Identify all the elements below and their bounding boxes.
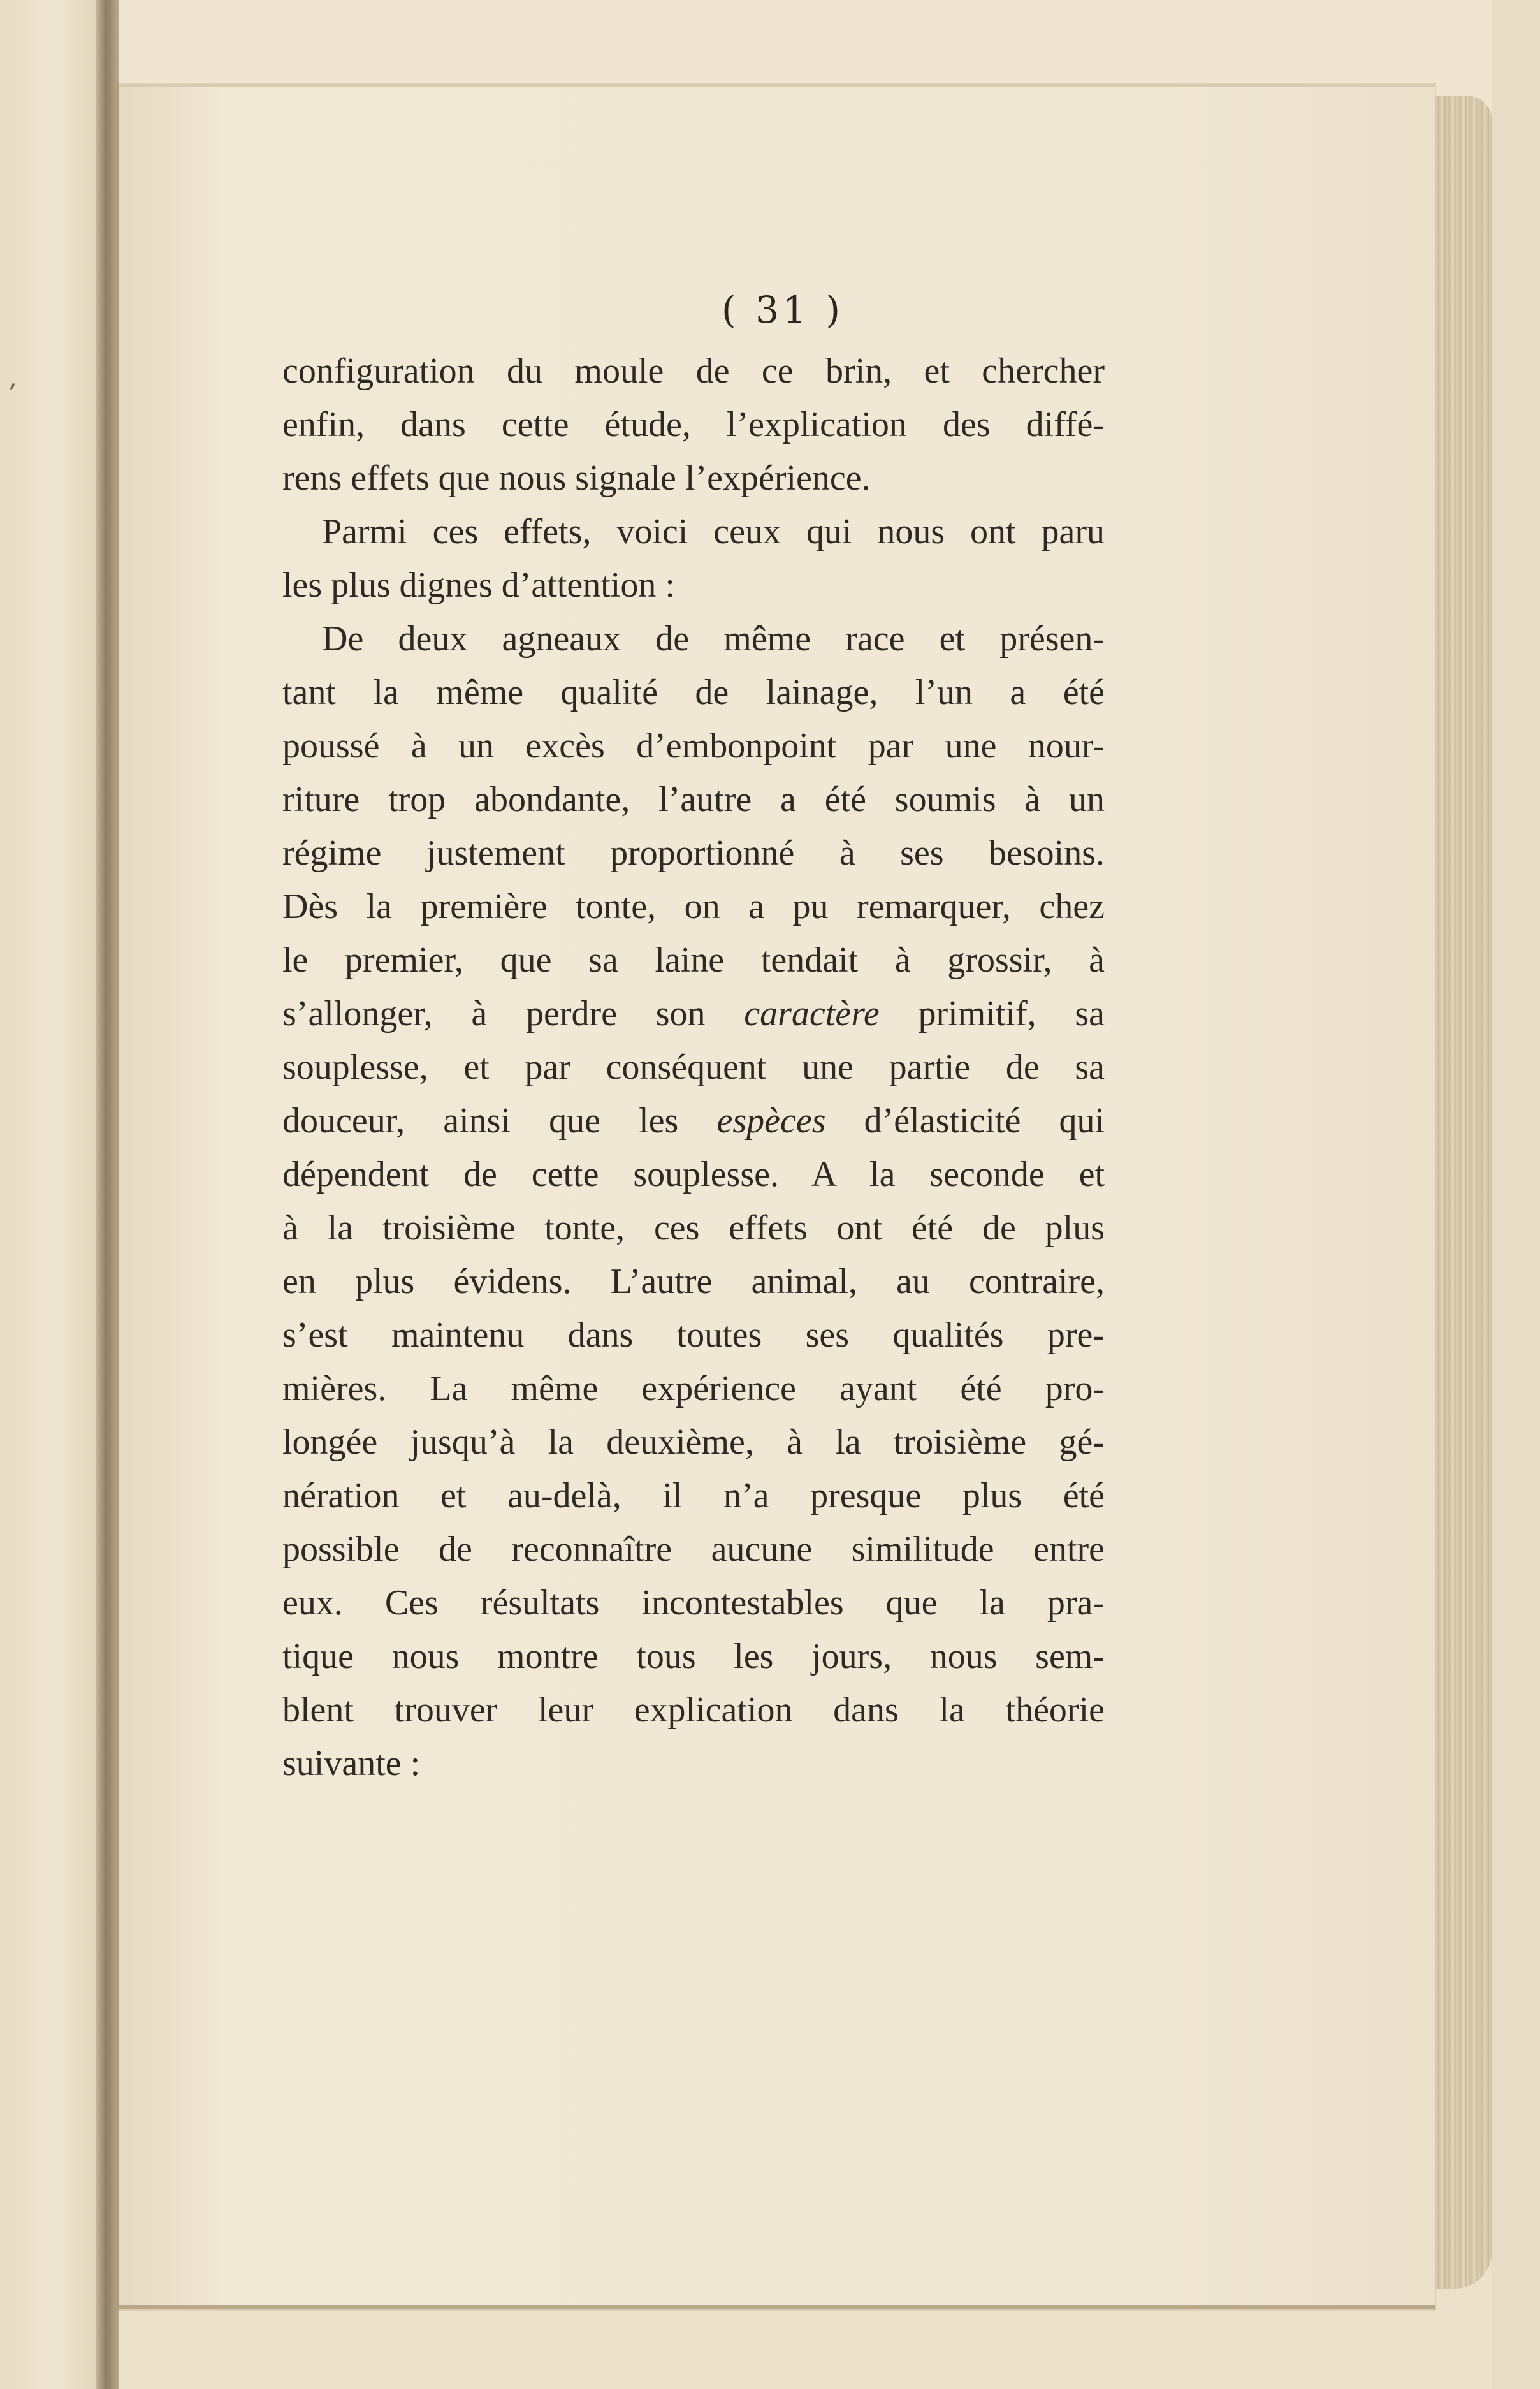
text-line: poussé à un excès d’embonpoint par une nour-: [282, 726, 1105, 766]
text-line: s’est maintenu dans toutes ses qualités pre-: [282, 1315, 1105, 1355]
text-line: le premier, que sa laine tendait à grossir, à: [282, 940, 1105, 980]
previous-page-edge: [0, 0, 96, 2389]
text-line: Parmi ces effets, voici ceux qui nous ont paru: [322, 512, 1105, 552]
text-line: tant la même qualité de lainage, l’un a été: [282, 673, 1105, 712]
text-line: dépendent de cette souplesse. A la seconde et: [282, 1155, 1105, 1194]
text-line-end: primitif, sa: [879, 994, 1105, 1034]
text-line-end: d’élasticité qui: [825, 1101, 1105, 1141]
margin-mark: ,: [9, 363, 17, 393]
text-line: en plus évidens. L’autre animal, au contraire,: [282, 1262, 1105, 1301]
text-line: eux. Ces résultats incontestables que la pra-: [282, 1583, 1105, 1623]
text-line-start: douceur, ainsi que les: [282, 1101, 717, 1141]
text-line: enfin, dans cette étude, l’explication des diffé-: [282, 405, 1105, 444]
text-line-start: s’allonger, à perdre son: [282, 994, 745, 1034]
scan-background: [1492, 0, 1540, 2389]
text-line: [282, 1094, 1105, 1148]
text-line: les plus dignes d’attention :: [282, 566, 675, 605]
text-line: possible de reconnaître aucune similitude entre: [282, 1530, 1105, 1569]
text-line: suivante :: [282, 1744, 421, 1783]
page-fore-edge: [1435, 96, 1492, 2289]
text-line: nération et au-delà, il n’a presque plus été: [282, 1476, 1105, 1516]
italic-word: caractère: [744, 994, 880, 1034]
body-text: [282, 344, 1105, 1790]
text-line: régime justement proportionné à ses besoins.: [282, 833, 1105, 873]
book-gutter: [96, 0, 119, 2389]
text-line: mières. La même expérience ayant été pro-: [282, 1369, 1105, 1408]
text-line: configuration du moule de ce brin, et chercher: [282, 351, 1105, 391]
text-line: De deux agneaux de même race et présen-: [322, 619, 1105, 659]
text-line: longée jusqu’à la deuxième, à la troisième gé-: [282, 1422, 1105, 1462]
text-line: à la troisième tonte, ces effets ont été de plus: [282, 1208, 1105, 1248]
italic-word: espèces: [716, 1101, 826, 1141]
text-line: blent trouver leur explication dans la théorie: [282, 1690, 1105, 1730]
text-line: rens effets que nous signale l’expérience.: [282, 458, 871, 498]
text-line: tique nous montre tous les jours, nous sem-: [282, 1637, 1105, 1676]
text-line: Dès la première tonte, on a pu remarquer, chez: [282, 887, 1105, 926]
page-number: ( 31 ): [722, 288, 844, 332]
text-line: riture trop abondante, l’autre a été soumis à un: [282, 780, 1105, 819]
text-line: souplesse, et par conséquent une partie de sa: [282, 1048, 1105, 1087]
text-line: [282, 987, 1105, 1041]
